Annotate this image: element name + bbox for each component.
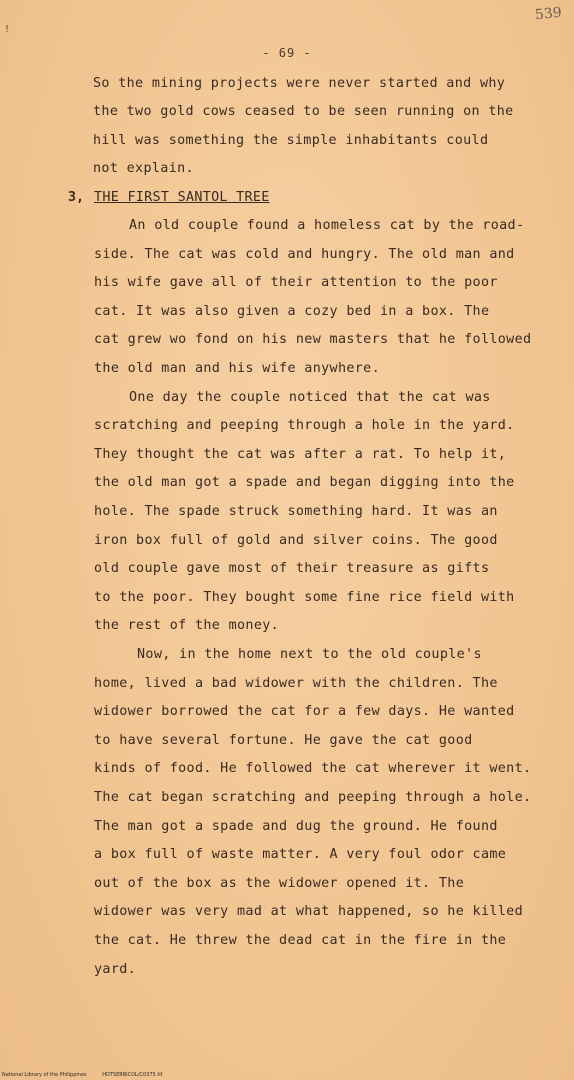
text-line: kinds of food. He followed the cat wherever it went. — [94, 761, 532, 776]
text-line: An old couple found a homeless cat by the road- — [129, 218, 525, 233]
text-line: old couple gave most of their treasure as gifts — [94, 561, 490, 576]
text-line: to have several fortune. He gave the cat good — [94, 733, 473, 748]
text-line: So the mining projects were never started and why — [93, 76, 506, 91]
text-line: widower borrowed the cat for a few days. He wanted — [94, 704, 515, 719]
text-line: cat. It was also given a cozy bed in a box. The — [94, 304, 490, 319]
scan-footer — [2, 1072, 162, 1078]
text-line: The man got a spade and dug the ground. He found — [94, 819, 498, 834]
text-line: hole. The spade struck something hard. It was an — [94, 504, 498, 519]
margin-mark: ! — [4, 24, 11, 35]
text-line: the old man and his wife anywhere. — [94, 361, 381, 376]
text-line: scratching and peeping through a hole in the yard. — [94, 418, 515, 433]
text-line: out of the box as the widower opened it. The — [94, 876, 465, 891]
text-line: to the poor. They bought some fine rice field with — [94, 590, 515, 605]
text-line: widower was very mad at what happened, so he killed — [94, 904, 524, 919]
text-line: side. The cat was cold and hungry. The old man and — [94, 247, 515, 262]
text-line: the old man got a spade and began digging into the — [94, 475, 515, 490]
text-line: his wife gave all of their attention to the poor — [94, 275, 498, 290]
text-line: Now, in the home next to the old couple's — [137, 647, 482, 662]
text-line: home, lived a bad widower with the children. The — [94, 676, 498, 691]
text-line: the cat. He threw the dead cat in the fire in the — [94, 933, 507, 948]
file-reference: HDTSERBICOL/C0375.tif — [102, 1072, 163, 1078]
text-line: One day the couple noticed that the cat was — [129, 390, 491, 405]
page-number: - 69 - — [262, 46, 312, 60]
text-line: the rest of the money. — [94, 618, 280, 633]
folio-number: 539 — [534, 4, 563, 24]
text-line: hill was something the simple inhabitants could — [93, 133, 489, 148]
library-credit: National Library of the Philippines — [2, 1072, 87, 1078]
text-line: They thought the cat was after a rat. To help it, — [94, 447, 507, 462]
text-line: the two gold cows ceased to be seen running on the — [93, 104, 514, 119]
section-title: THE FIRST SANTOL TREE — [94, 190, 270, 205]
text-line: a box full of waste matter. A very foul odor came — [94, 847, 507, 862]
text-line: yard. — [94, 962, 137, 977]
text-line: iron box full of gold and silver coins. The good — [94, 533, 498, 548]
text-line: The cat began scratching and peeping through a hole. — [94, 790, 532, 805]
section-number: 3, — [68, 190, 85, 205]
text-line: cat grew wo fond on his new masters that he followed — [94, 332, 532, 347]
text-line: not explain. — [93, 161, 194, 176]
